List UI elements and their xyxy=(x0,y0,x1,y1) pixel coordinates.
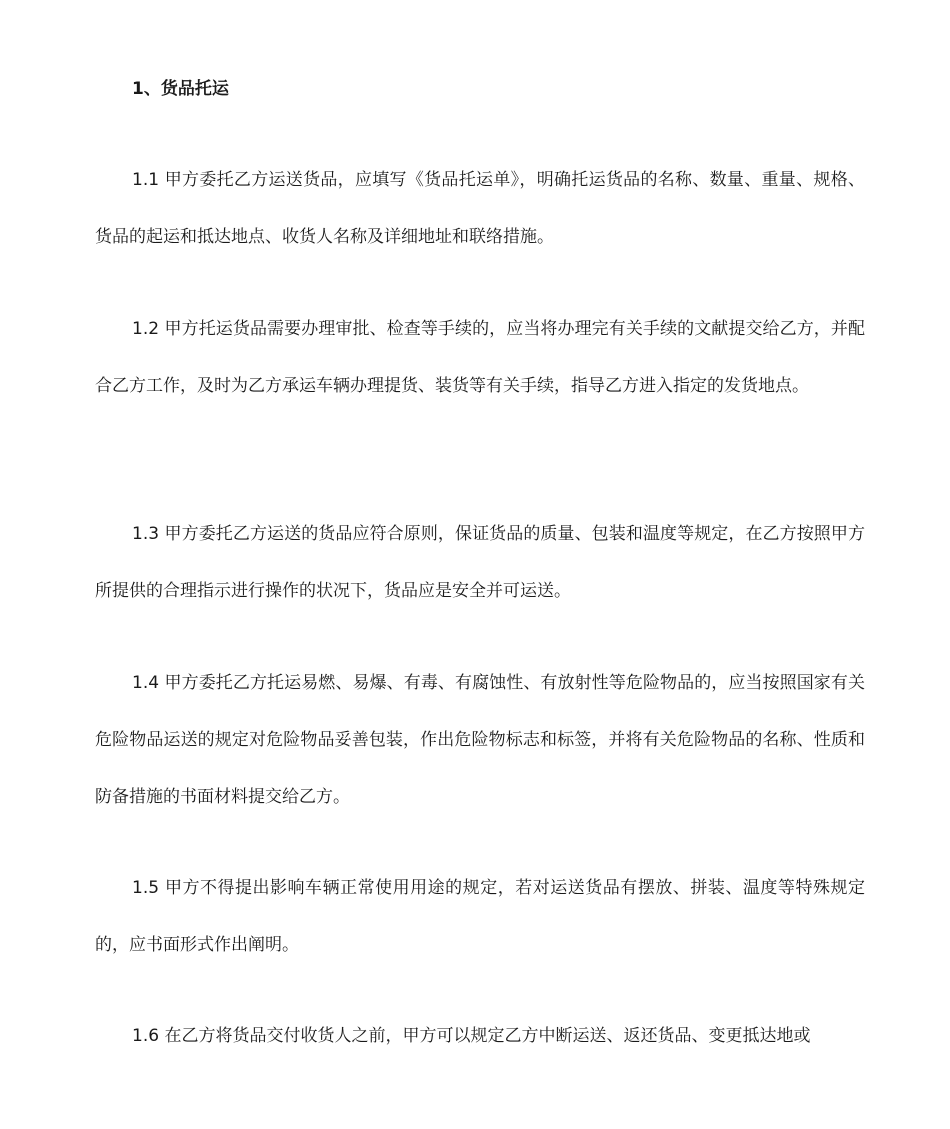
clause-1-5: 1.5 甲方不得提出影响车辆正常使用用途的规定，若对运送货品有摆放、拼装、温度等特殊规定的，应书面形式作出阐明。 xyxy=(95,878,865,955)
section-heading: 1、货品托运 xyxy=(132,79,229,99)
clause-1-6: 1.6 在乙方将货品交付收货人之前，甲方可以规定乙方中断运送、返还货品、变更抵达地或 xyxy=(132,1026,811,1046)
clause-1-2: 1.2 甲方托运货品需要办理审批、检查等手续的，应当将办理完有关手续的文献提交给乙方，并配合乙方工作，及时为乙方承运车辆办理提货、装货等有关手续，指导乙方进入指定的发货地点。 xyxy=(95,319,865,396)
clause-1-1: 1.1 甲方委托乙方运送货品，应填写《货品托运单》，明确托运货品的名称、数量、重量、规格、货品的起运和抵达地点、收货人名称及详细地址和联络措施。 xyxy=(95,170,865,247)
clause-1-4: 1.4 甲方委托乙方托运易燃、易爆、有毒、有腐蚀性、有放射性等危险物品的，应当按照国家有关危险物品运送的规定对危险物品妥善包装，作出危险物标志和标签，并将有关危险物品的名称、性质和防备措施的书面材料提交给乙方。 xyxy=(95,673,865,807)
clause-1-3: 1.3 甲方委托乙方运送的货品应符合原则，保证货品的质量、包装和温度等规定，在乙方按照甲方所提供的合理指示进行操作的状况下，货品应是安全并可运送。 xyxy=(95,524,865,601)
